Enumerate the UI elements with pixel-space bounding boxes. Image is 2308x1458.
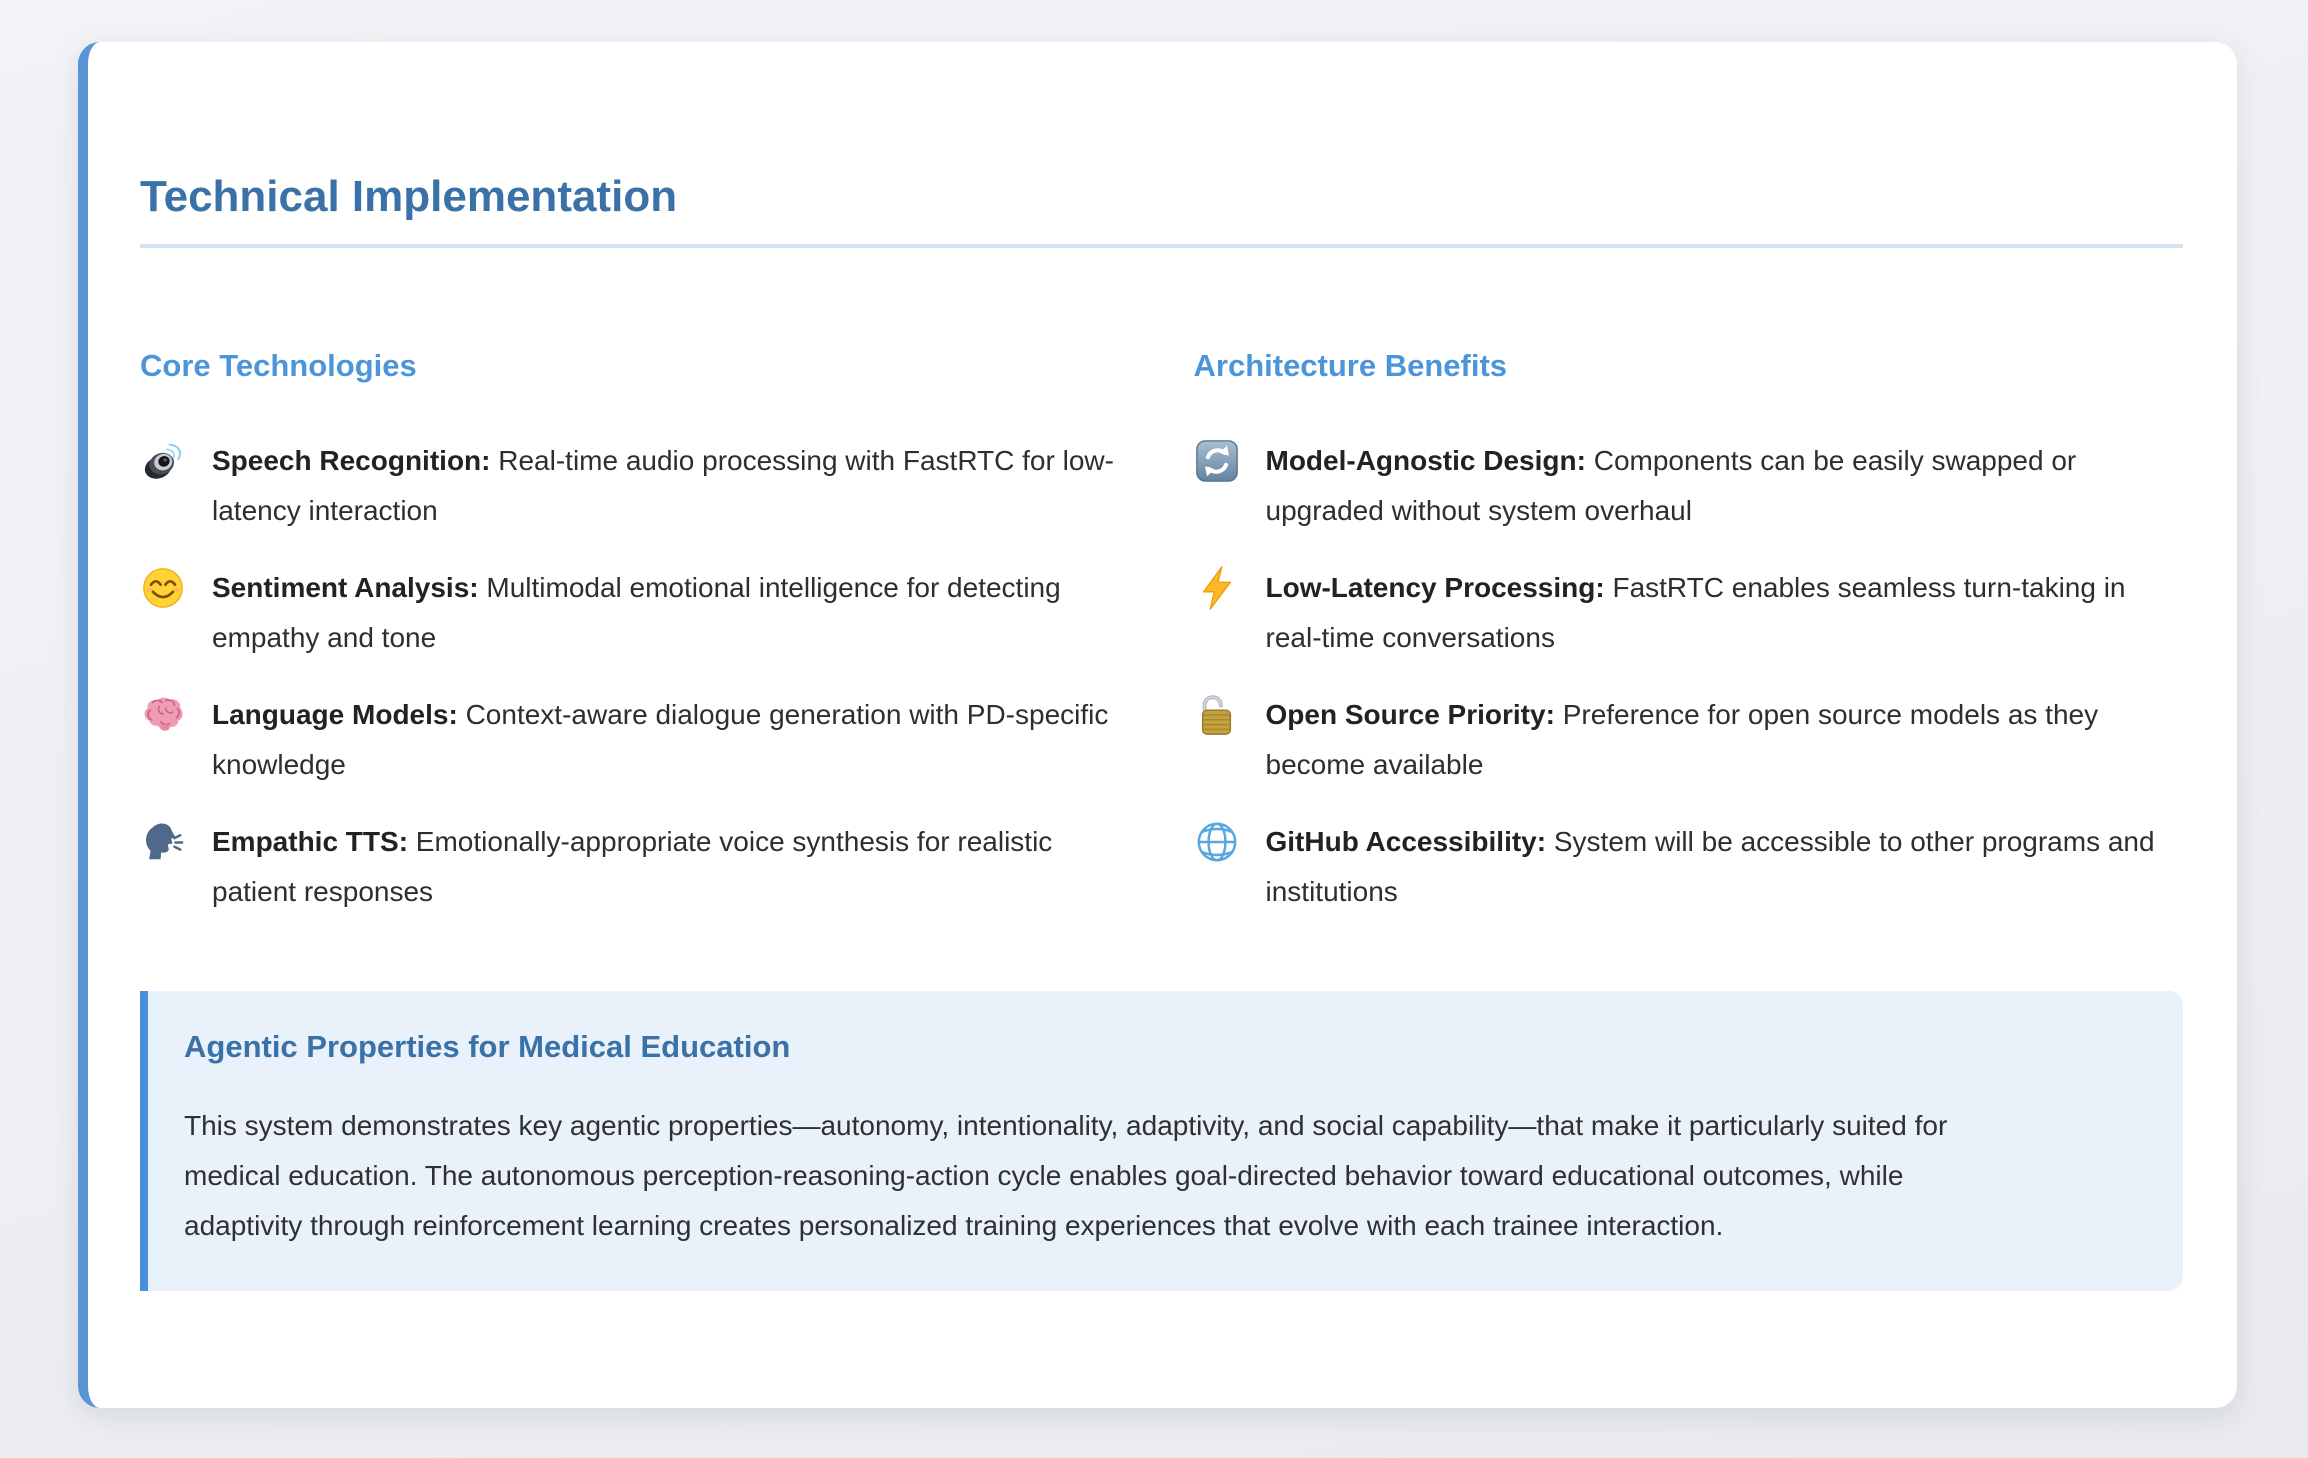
architecture-benefits-heading: Architecture Benefits (1193, 348, 1508, 383)
globe-icon (1194, 817, 1246, 867)
title-divider (140, 244, 2183, 248)
lightning-item (1194, 563, 2184, 663)
callout-heading: Agentic Properties for Medical Education (184, 1029, 791, 1064)
lightning-icon (1194, 563, 1246, 613)
item-term: Empathic TTS: (212, 826, 409, 857)
architecture-benefits-section (1194, 348, 2184, 944)
item-text (212, 563, 1117, 663)
item-description: System will be accessible to other programs and institutions (1265, 826, 2155, 907)
slide-card (78, 42, 2237, 1408)
speaking-head-icon (140, 817, 192, 867)
item-text (1266, 690, 2171, 790)
list-item (140, 563, 1130, 663)
list-item (140, 817, 1130, 917)
list-item (140, 436, 1130, 536)
item-description: Preference for open source models as they become available (1265, 699, 2099, 780)
refresh-icon (1194, 436, 1246, 486)
item-description: FastRTC enables seamless turn-taking in real-time conversations (1265, 572, 2126, 653)
item-text (1266, 817, 2171, 917)
item-text (1266, 563, 2171, 663)
two-column-layout (140, 348, 2183, 944)
item-term: Model-Agnostic Design: (1265, 445, 1586, 476)
open-lock-icon (1194, 690, 1246, 740)
smiling-face-icon (140, 563, 192, 613)
item-text (212, 817, 1117, 917)
item-description: Components can be easily swapped or upgraded without system overhaul (1265, 445, 2077, 526)
item-term: Open Source Priority: (1265, 699, 1555, 730)
item-text (1266, 436, 2171, 536)
item-description: Multimodal emotional intelligence for detecting empathy and tone (212, 572, 1061, 653)
core-technologies-heading: Core Technologies (140, 348, 417, 383)
item-description: Real-time audio processing with FastRTC for low-latency interaction (212, 445, 1114, 526)
core-technologies-list (140, 436, 1130, 917)
core-technologies-section (140, 348, 1130, 944)
item-description: Context-aware dialogue generation with PD-specific knowledge (212, 699, 1109, 780)
list-item (140, 690, 1130, 790)
item-text (212, 436, 1117, 536)
item-term: GitHub Accessibility: (1265, 826, 1547, 857)
item-description: Emotionally-appropriate voice synthesis for realistic patient responses (212, 826, 1053, 907)
item-term: Speech Recognition: (212, 445, 491, 476)
list-item (1194, 436, 2184, 536)
item-term: Low-Latency Processing: (1265, 572, 1605, 603)
agentic-properties-callout (140, 991, 2183, 1291)
brain-icon (140, 690, 192, 740)
callout-body: This system demonstrates key agentic properties—autonomy, intentionality, adaptivity, and social capability—that make it particularly suited for medical education. The autonomous perception-reasoning-action cycle enables goal-directed behavior toward educational outcomes, while adaptivity through reinforcement learning creates personalized training experiences that evolve with each trainee interaction. (184, 1110, 1948, 1241)
list-item (1194, 690, 2184, 790)
item-text (212, 690, 1117, 790)
item-term: Language Models: (212, 699, 458, 730)
architecture-benefits-list (1194, 436, 2184, 917)
speaker-icon (140, 436, 192, 486)
list-item (1194, 817, 2184, 917)
item-term: Sentiment Analysis: (212, 572, 479, 603)
page-title: Technical Implementation (140, 172, 678, 221)
